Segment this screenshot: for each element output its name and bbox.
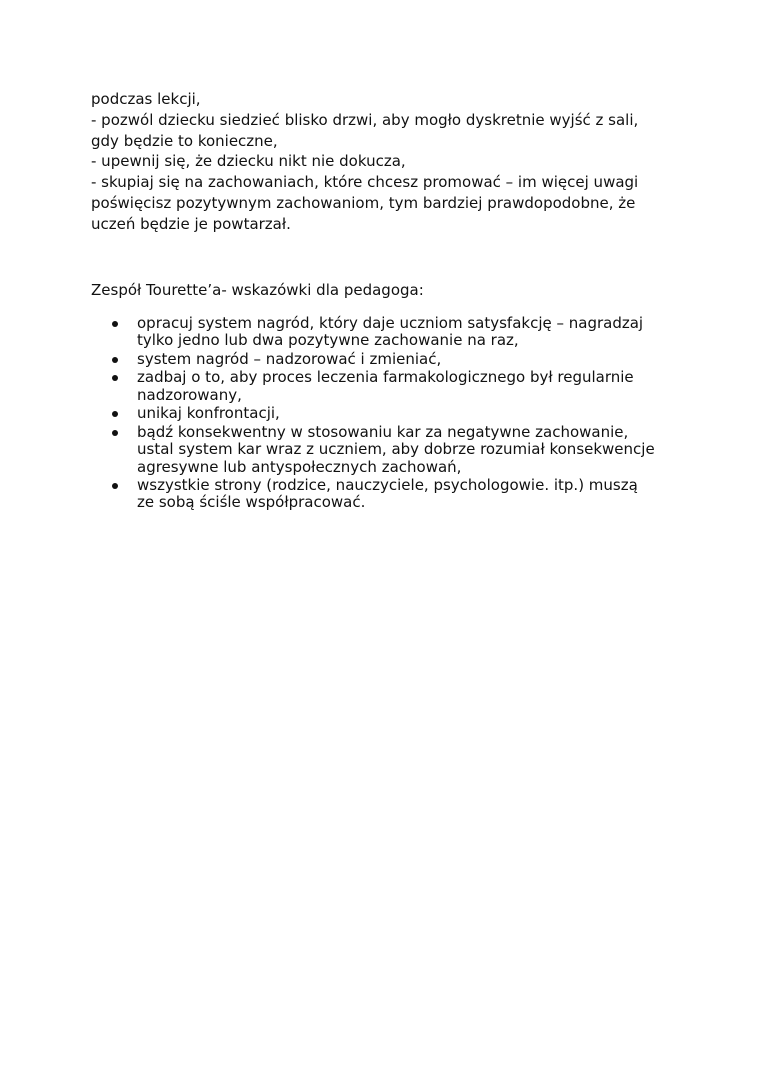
list-item	[112, 369, 712, 404]
list-item-line: zadbaj o to, aby proces leczenia farmakologicznego był regularnie	[137, 368, 634, 387]
intro-line: - skupiaj się na zachowaniach, które chcesz promować – im więcej uwagi	[91, 173, 639, 192]
bullet-icon	[112, 430, 118, 436]
bullet-icon	[112, 321, 118, 327]
list-item-line: agresywne lub antyspołecznych zachowań,	[137, 457, 462, 476]
tips-list	[112, 315, 712, 513]
list-item	[112, 405, 712, 422]
intro-line: uczeń będzie je powtarzał.	[91, 214, 291, 233]
intro-paragraph	[91, 89, 691, 235]
intro-line: gdy będzie to konieczne,	[91, 131, 278, 150]
bullet-icon	[112, 357, 118, 363]
intro-line: - upewnij się, że dziecku nikt nie dokucza,	[91, 152, 406, 171]
list-item-line: ze sobą ściśle współpracować.	[137, 493, 366, 512]
list-item-line: system nagród – nadzorować i zmieniać,	[137, 349, 442, 368]
bullet-icon	[112, 375, 118, 381]
list-item-line: ustal system kar wraz z uczniem, aby dobrze rozumiał konsekwencje	[137, 440, 655, 459]
list-item-line: bądź konsekwentny w stosowaniu kar za negatywne zachowanie,	[137, 422, 629, 441]
bullet-icon	[112, 483, 118, 489]
list-item-line: tylko jedno lub dwa pozytywne zachowanie na raz,	[137, 331, 519, 350]
bullet-icon	[112, 411, 118, 417]
intro-line: podczas lekcji,	[91, 90, 201, 108]
list-item	[112, 424, 712, 476]
section-heading: Zespół Tourette’a- wskazówki dla pedagoga:	[91, 281, 424, 299]
list-item-line: wszystkie strony (rodzice, nauczyciele, psychologowie. itp.) muszą	[137, 476, 638, 495]
list-item-line: unikaj konfrontacji,	[137, 404, 280, 423]
intro-line: poświęcisz pozytywnym zachowaniom, tym bardziej prawdopodobne, że	[91, 193, 636, 212]
list-item-line: opracuj system nagród, który daje uczniom satysfakcję – nagradzaj	[137, 314, 644, 332]
list-item	[112, 351, 712, 368]
list-item	[112, 315, 712, 350]
list-item	[112, 477, 712, 512]
intro-line: - pozwól dziecku siedzieć blisko drzwi, aby mogło dyskretnie wyjść z sali,	[91, 110, 639, 129]
list-item-line: nadzorowany,	[137, 385, 242, 404]
